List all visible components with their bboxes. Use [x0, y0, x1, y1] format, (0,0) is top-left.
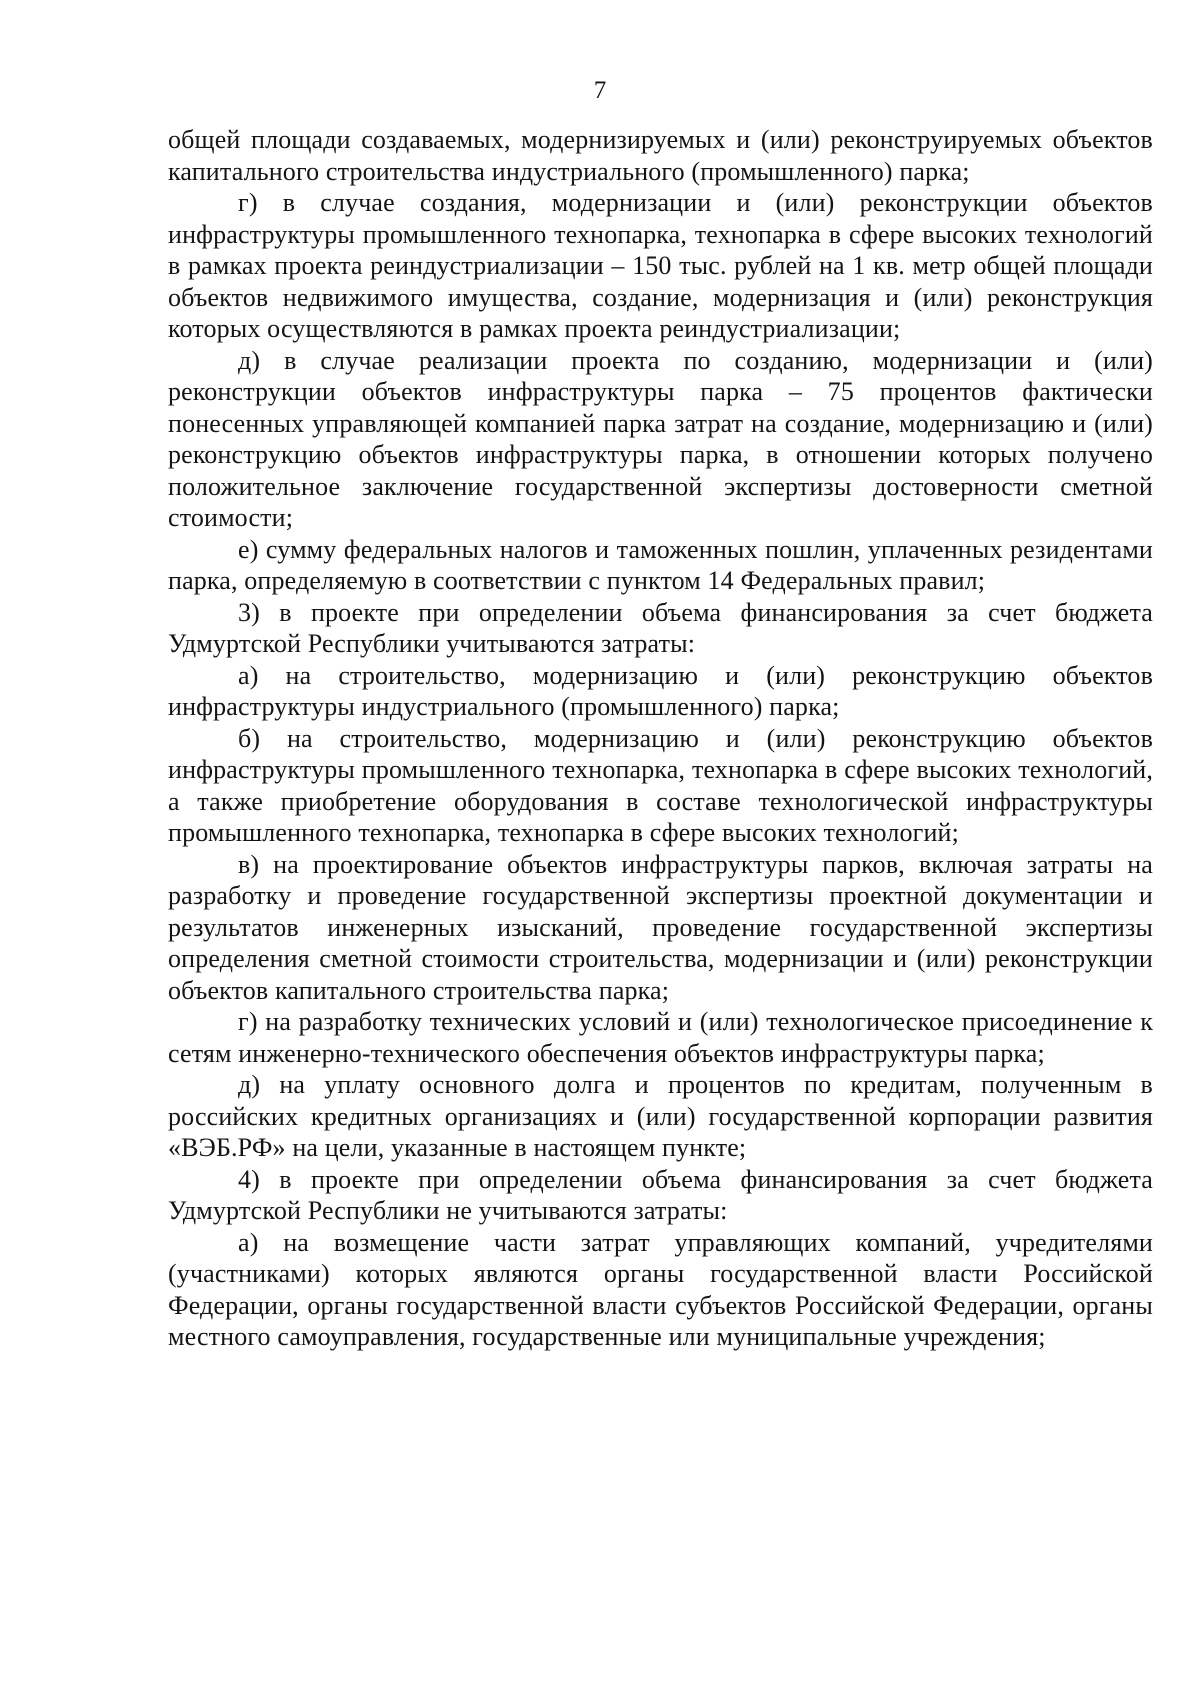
- paragraph-point-3-g: г) на разработку технических условий и (или) технологическое присоединение к сетям инженерно-технического обеспечения объектов инфраструктуры парка;: [168, 1007, 1153, 1068]
- paragraph-point-4: 4) в проекте при определении объема финансирования за счет бюджета Удмуртской Республики не учитываются затраты:: [168, 1164, 1153, 1225]
- paragraph-item-g: г) в случае создания, модернизации и (или) реконструкции объектов инфраструктуры промышленного технопарка, технопарка в сфере высоких технологий в рамках проекта реиндустриализации – 150 тыс. рублей на 1 кв. метр общей площади объектов недвижимого имущества, создание, модернизация и (или) реконструкция которых осуществляются в рамках проекта реиндустриализации;: [168, 188, 1153, 343]
- paragraph-point-4-a: а) на возмещение части затрат управляющих компаний, учредителями (участниками) которых являются органы государственной власти Российской Федерации, органы государственной власти субъектов Российской Федерации, органы местного самоуправления, государственные или муниципальные учреждения;: [168, 1227, 1153, 1351]
- paragraph-point-3-d: д) на уплату основного долга и процентов по кредитам, полученным в российских кредитных организациях и (или) государственной корпорации развития «ВЭБ.РФ» на цели, указанные в настоящем пункте;: [168, 1070, 1153, 1162]
- page-number: 7: [593, 77, 607, 104]
- paragraph-point-3-b: б) на строительство, модернизацию и (или) реконструкцию объектов инфраструктуры промышленного технопарка, технопарка в сфере высоких технологий, а также приобретение оборудования в составе технологической инфраструктуры промышленного технопарка, технопарка в сфере высоких технологий;: [168, 723, 1153, 847]
- paragraph-item-d: д) в случае реализации проекта по созданию, модернизации и (или) реконструкции объектов инфраструктуры парка – 75 процентов фактически понесенных управляющей компанией парка затрат на создание, модернизацию и (или) реконструкцию объектов инфраструктуры парка, в отношении которых получено положительное заключение государственной экспертизы достоверности сметной стоимости;: [168, 345, 1153, 532]
- paragraph-point-3-a: а) на строительство, модернизацию и (или) реконструкцию объектов инфраструктуры индустриального (промышленного) парка;: [168, 660, 1153, 721]
- paragraph-item-e: е) сумму федеральных налогов и таможенных пошлин, уплаченных резидентами парка, определяемую в соответствии с пунктом 14 Федеральных правил;: [168, 534, 1153, 595]
- paragraph-point-3-v: в) на проектирование объектов инфраструктуры парков, включая затраты на разработку и проведение государственной экспертизы проектной документации и результатов инженерных изысканий, проведение государственной экспертизы определения сметной стоимости строительства, модернизации и (или) реконструкции объектов капитального строительства парка;: [168, 849, 1153, 1005]
- document-body: [168, 124, 1153, 1353]
- paragraph-point-3: 3) в проекте при определении объема финансирования за счет бюджета Удмуртской Республики учитываются затраты:: [168, 597, 1153, 658]
- paragraph-continuation: общей площади создаваемых, модернизируемых и (или) реконструируемых объектов капитального строительства индустриального (промышленного) парка;: [168, 125, 1153, 186]
